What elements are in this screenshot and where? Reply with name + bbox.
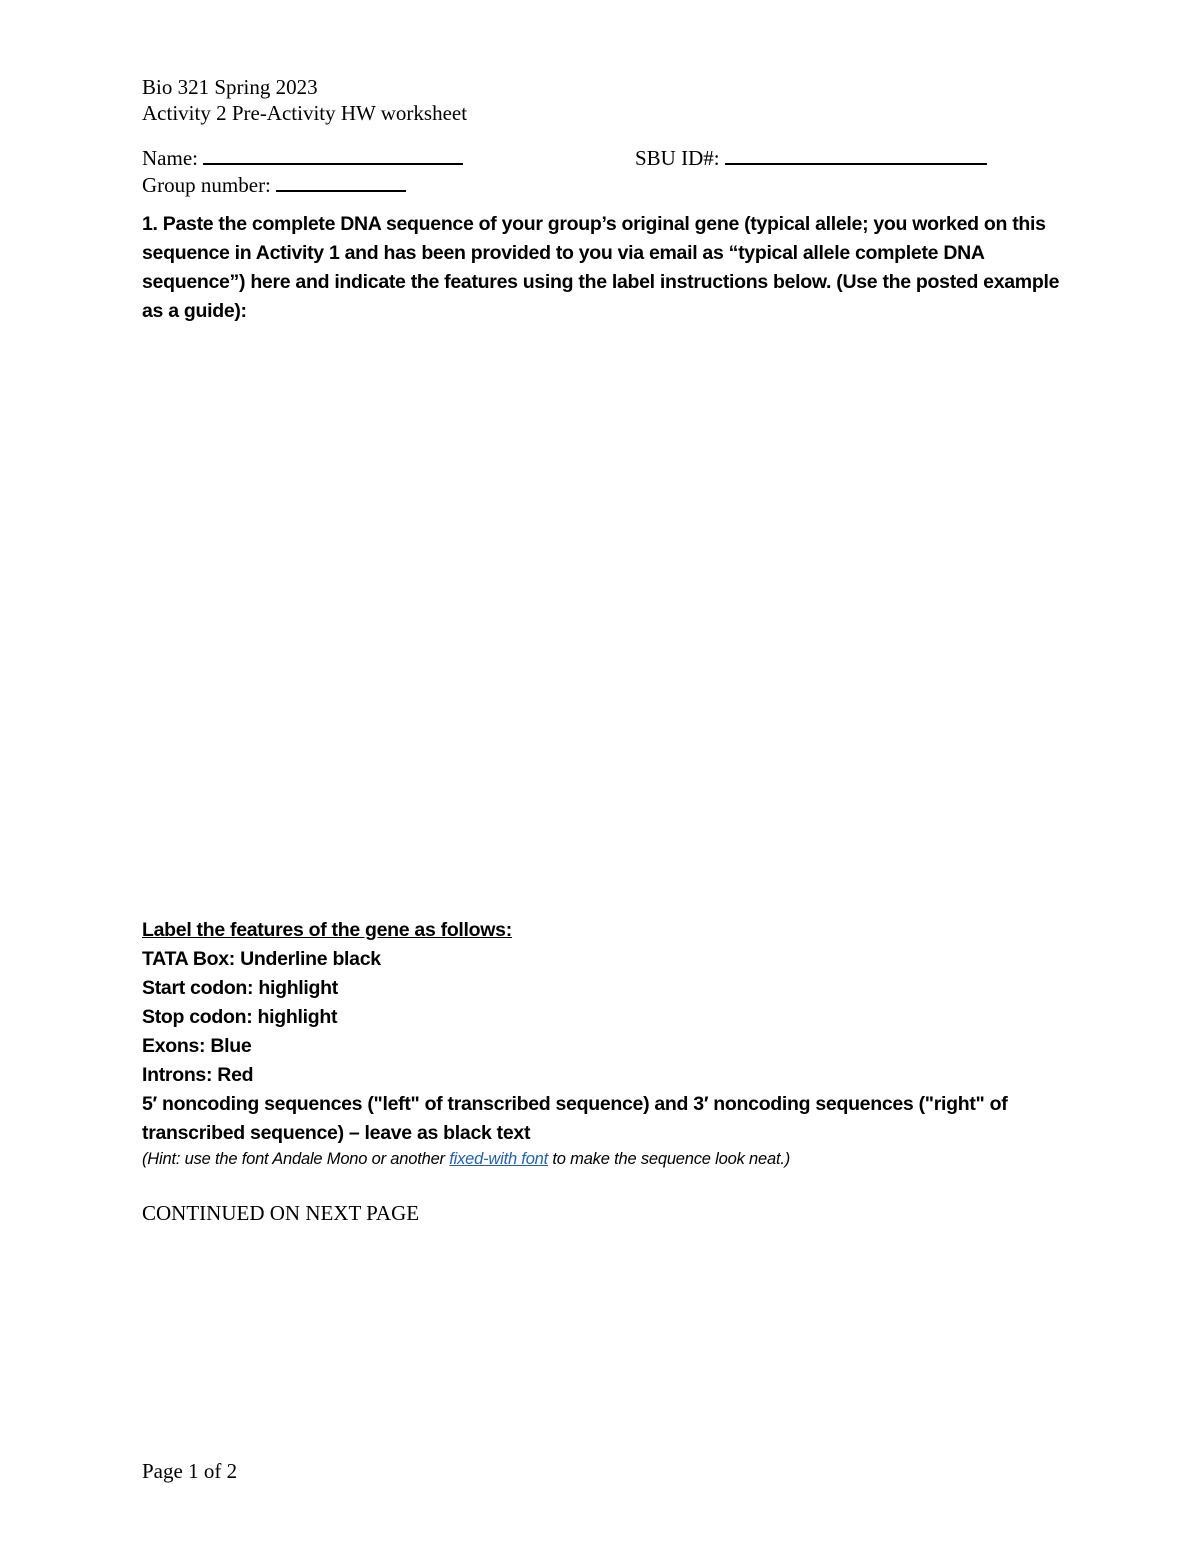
group-number-field [142,172,406,198]
name-field [142,145,463,171]
name-blank[interactable] [203,147,463,165]
label-item-stop-codon: Stop codon: highlight [142,1006,338,1028]
continued-note: CONTINUED ON NEXT PAGE [142,1201,420,1225]
name-label: Name: [142,146,198,170]
hint-after: to make the sequence look neat.) [548,1150,791,1168]
sbu-id-label: SBU ID#: [635,146,720,170]
hint-text [142,1148,1102,1170]
worksheet-title: Activity 2 Pre-Activity HW worksheet [142,101,468,125]
group-number-label: Group number: [142,173,271,197]
sbu-id-blank[interactable] [725,147,987,165]
label-item-exons: Exons: Blue [142,1035,252,1057]
label-item-introns: Introns: Red [142,1064,254,1086]
label-item-noncoding: 5′ noncoding sequences ("left" of transcribed sequence) and 3′ noncoding sequences ("right" of transcribed sequence) – leave as black text [142,1093,1008,1144]
label-instructions-heading: Label the features of the gene as follows: [142,919,512,941]
group-number-blank[interactable] [276,174,406,192]
hint-before: (Hint: use the font Andale Mono or another [142,1150,450,1168]
course-title: Bio 321 Spring 2023 [142,75,318,99]
sbu-id-field [635,145,987,171]
fixed-width-font-link[interactable]: fixed-with font [449,1150,549,1168]
page-number: Page 1 of 2 [142,1459,238,1483]
header [142,74,467,126]
label-item-start-codon: Start codon: highlight [142,977,338,999]
label-item-tata-box: TATA Box: Underline black [142,948,381,970]
label-instructions [142,916,1082,1148]
question-1: 1. Paste the complete DNA sequence of your group’s original gene (typical allele; you worked on this sequence in Activity 1 and has been provided to you via email as “typical allele complete DNA sequence”) here and indicate the features using the label instructions below. (Use the posted example as a guide): [142,213,1060,322]
